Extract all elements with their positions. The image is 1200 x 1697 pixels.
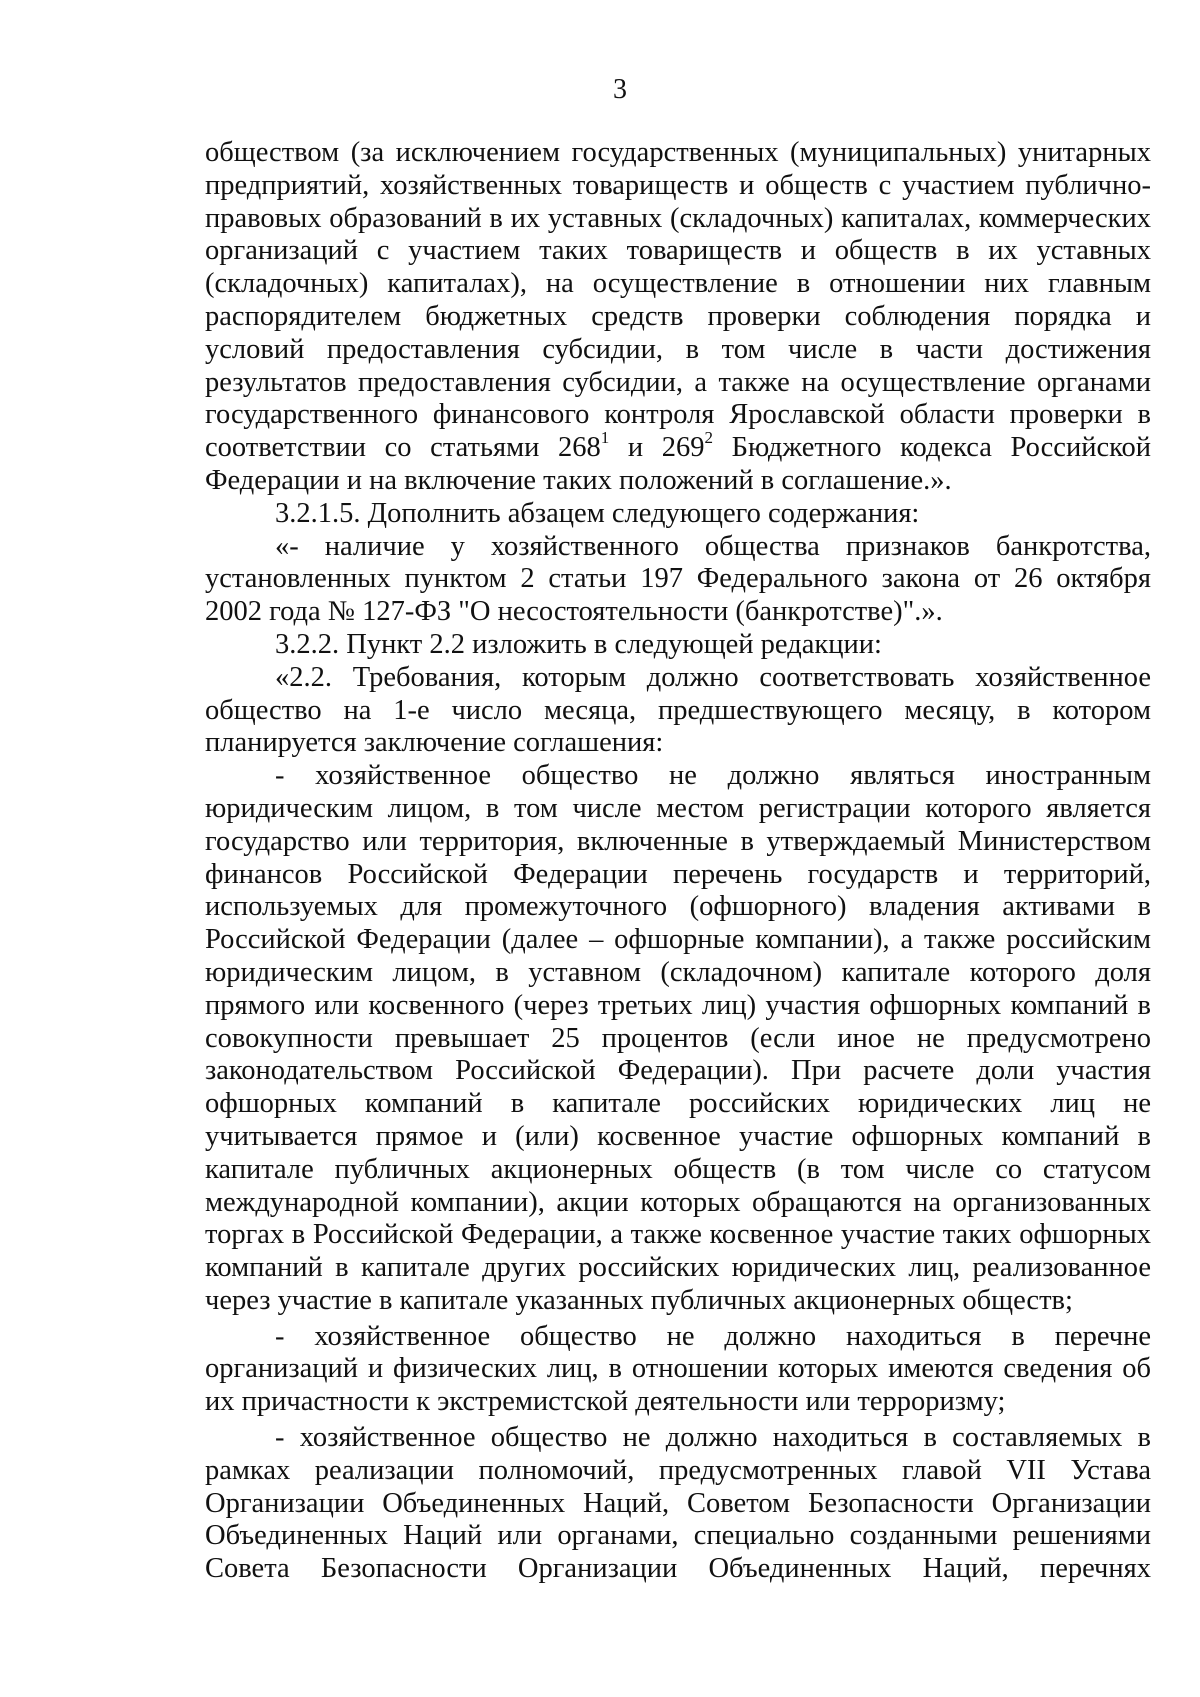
paragraph-offshore: - хозяйственное общество не должно являться иностранным юридическим лицом, в том числе местом регистрации которого является государство или территория, включенные в утверждаемый Министерством финансов Российской Федерации перечень государств и территорий, используемых для промежуточного (офшорного) владения активами в Российской Федерации (далее – офшорные компании), а также российским юридическим лицом, в уставном (складочном) капитале которого доля прямого или косвенного (через третьих лиц) участия офшорных компаний в совокупности превышает 25 процентов (если иное не предусмотрено законодательством Российской Федерации). При расчете доли участия офшорных компаний в капитале российских юридических лиц не учитывается прямое и (или) косвенное участие офшорных компаний в капитале публичных акционерных обществ (в том числе со статусом международной компании), акции которых обращаются на организованных торгах в Российской Федерации, а также косвенное участие таких офшорных компаний в капитале других российских юридических лиц, реализованное через участие в капитале указанных публичных акционерных обществ; (205, 760, 1151, 1316)
paragraph-continuation (205, 137, 1151, 498)
paragraph-text-part: и 269 (609, 432, 705, 464)
superscript: 2 (704, 427, 714, 447)
paragraph-text-part: Бюджетного кодекса Российской Федерации и на включение таких положений в соглашение.». (205, 432, 1151, 496)
paragraph-3-2-2: 3.2.2. Пункт 2.2 изложить в следующей редакции: (275, 628, 882, 660)
superscript: 1 (600, 427, 610, 447)
paragraph-text-part: обществом (за исключением государственных (муниципальных) унитарных предприятий, хозяйственных товариществ и обществ с участием публично-правовых образований в их уставных (складочных) капиталах, коммерческих организаций с участием таких товариществ и обществ в их уставных (складочных) капиталах), на осуществление в отношении них главным распорядителем бюджетных средств проверки соблюдения порядка и условий предоставления субсидии, в том числе в части достижения результатов предоставления субсидии, а также на осуществление органами государственного финансового контроля Ярославской области проверки в соответствии со статьями 268 (205, 137, 1151, 464)
document-body (205, 137, 1151, 1586)
page-number: 3 (613, 74, 627, 105)
paragraph-extremism: - хозяйственное общество не должно находиться в перечне организаций и физических лиц, в отношении которых имеются сведения об их причастности к экстремистской деятельности или терроризму; (205, 1320, 1151, 1418)
paragraph-un-lists: - хозяйственное общество не должно находиться в составляемых в рамках реализации полномочий, предусмотренных главой VII Устава Организации Объединенных Наций, Советом Безопасности Организации Объединенных Наций или органами, специально созданными решениями Совета Безопасности Организации Объединенных Наций, перечнях (205, 1422, 1151, 1585)
paragraph-2-2: «2.2. Требования, которым должно соответствовать хозяйственное общество на 1-е число месяца, предшествующего месяцу, в котором планируется заключение соглашения: (205, 661, 1151, 759)
paragraph-bankruptcy: «- наличие у хозяйственного общества признаков банкротства, установленных пунктом 2 статьи 197 Федерального закона от 26 октября 2002 года № 127-ФЗ "О несостоятельности (банкротстве)".». (205, 530, 1151, 628)
paragraph-3-2-1-5: 3.2.1.5. Дополнить абзацем следующего содержания: (275, 497, 920, 529)
